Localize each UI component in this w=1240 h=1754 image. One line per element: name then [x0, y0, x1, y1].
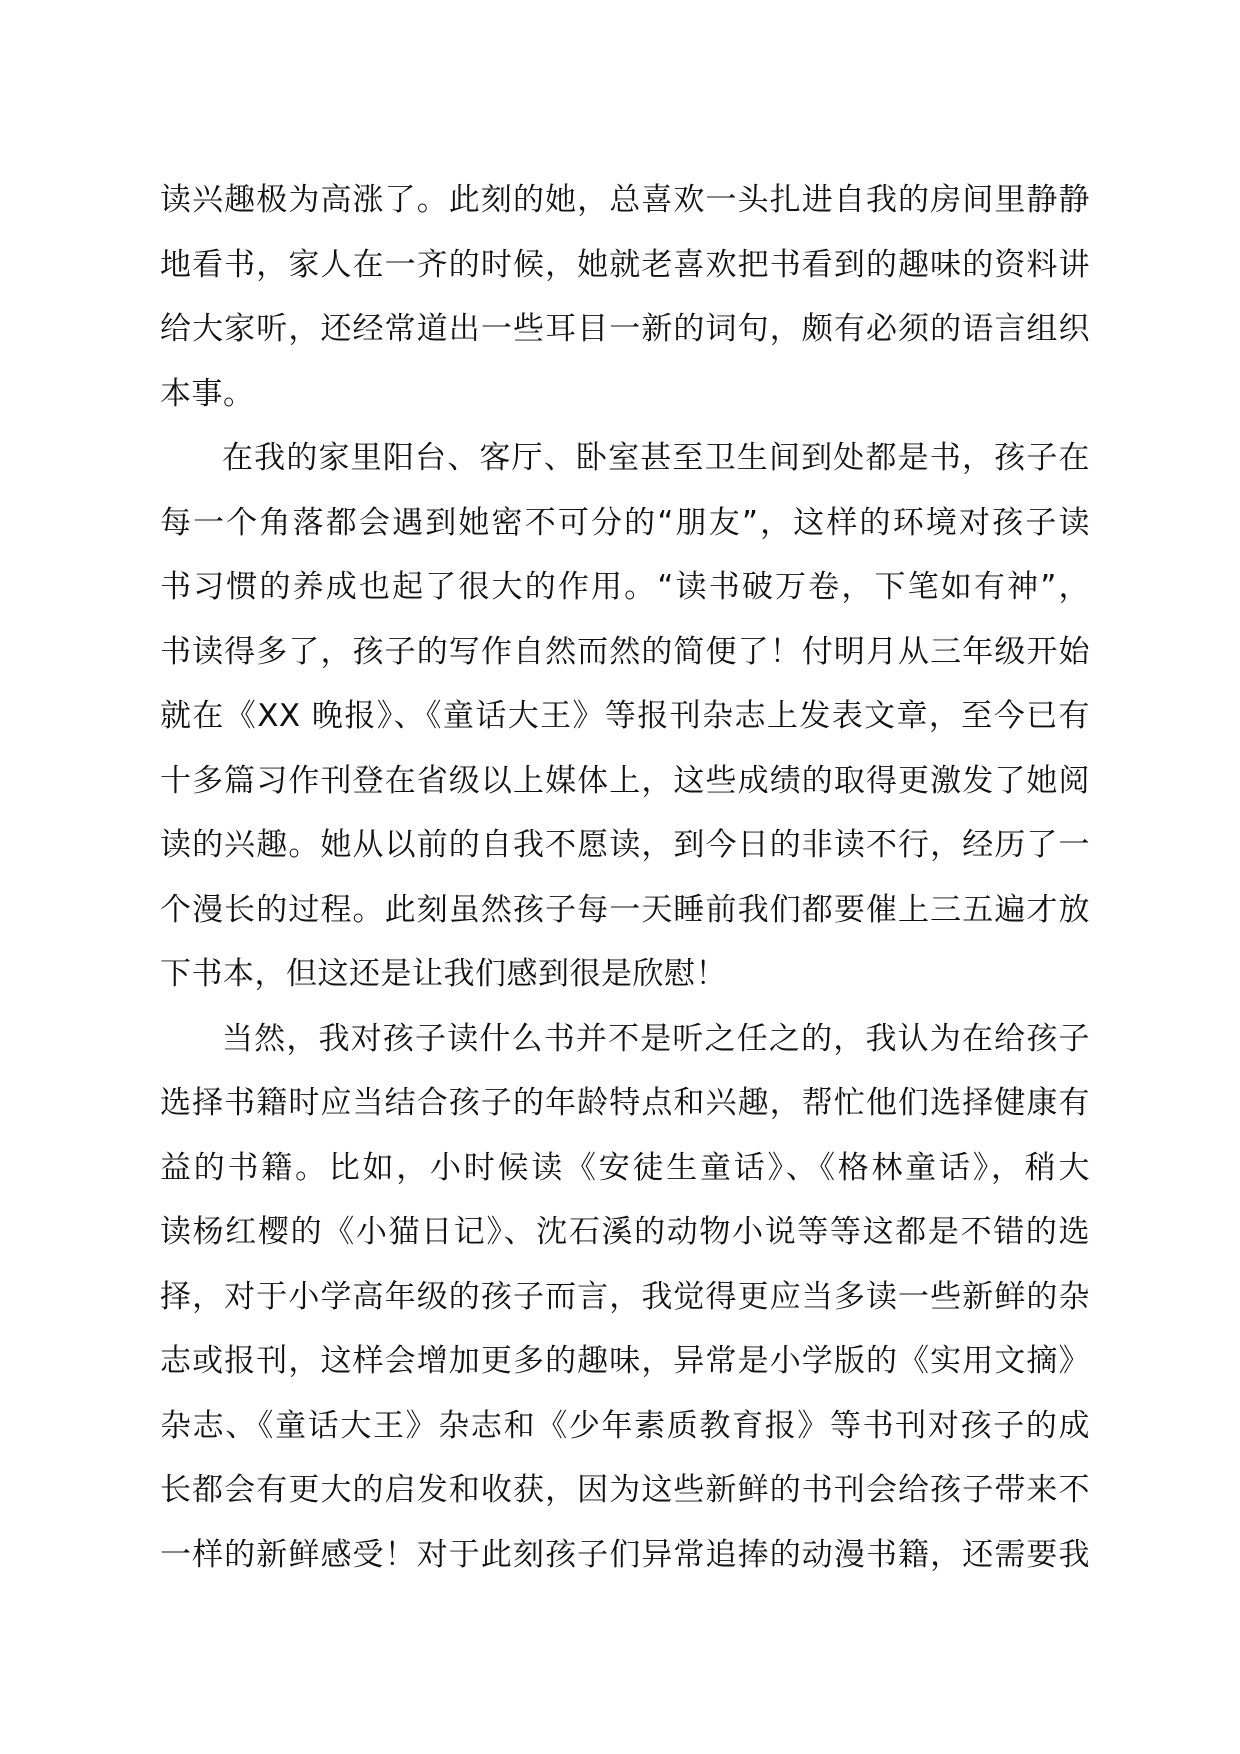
text-line: 给大家听，还经常道出一些耳目一新的词句，颇有必须的语言组织 — [160, 311, 1090, 347]
text-line: 个漫长的过程。此刻虽然孩子每一天睡前我们都要催上三五遍才放 — [160, 891, 1090, 928]
text-line: 书习惯的养成也起了很大的作用。“读书破万卷，下笔如有神”， — [160, 569, 1090, 605]
text-line: 十多篇习作刊登在省级以上媒体上，这些成绩的取得更激发了她阅 — [160, 762, 1090, 799]
body-text — [160, 168, 1090, 1587]
text-line: 就在《XX 晚报》、《童话大王》等报刊杂志上发表文章，至今已有 — [160, 698, 1090, 734]
text-line: 书读得多了，孩子的写作自然而然的简便了！付明月从三年级开始 — [160, 633, 1090, 670]
text-line: 在我的家里阳台、客厅、卧室甚至卫生间到处都是书，孩子在 — [222, 440, 1090, 476]
text-line: 下书本，但这还是让我们感到很是欣慰！ — [160, 956, 727, 992]
text-line: 择，对于小学高年级的孩子而言，我觉得更应当多读一些新鲜的杂 — [160, 1278, 1090, 1315]
text-line: 每一个角落都会遇到她密不可分的“朋友”，这样的环境对孩子读 — [160, 504, 1090, 541]
text-line: 志或报刊，这样会增加更多的趣味，异常是小学版的《实用文摘》 — [160, 1343, 1090, 1379]
text-line: 一样的新鲜感受！对于此刻孩子们异常追捧的动漫书籍，还需要我 — [160, 1536, 1090, 1573]
text-line: 益的书籍。比如，小时候读《安徒生童话》、《格林童话》，稍大 — [160, 1149, 1090, 1186]
text-line: 选择书籍时应当结合孩子的年龄特点和兴趣，帮忙他们选择健康有 — [160, 1085, 1090, 1121]
text-line: 本事。 — [160, 375, 255, 412]
text-line: 地看书，家人在一齐的时候，她就老喜欢把书看到的趣味的资料讲 — [160, 246, 1090, 283]
text-line: 读兴趣极为高涨了。此刻的她，总喜欢一头扎进自我的房间里静静 — [160, 182, 1090, 218]
text-line: 长都会有更大的启发和收获，因为这些新鲜的书刊会给孩子带来不 — [160, 1472, 1090, 1508]
text-line: 当然，我对孩子读什么书并不是听之任之的，我认为在给孩子 — [222, 1020, 1090, 1057]
text-line: 杂志、《童话大王》杂志和《少年素质教育报》等书刊对孩子的成 — [160, 1407, 1090, 1444]
text-line: 读杨红樱的《小猫日记》、沈石溪的动物小说等等这都是不错的选 — [160, 1214, 1090, 1250]
text-line: 读的兴趣。她从以前的自我不愿读，到今日的非读不行，经历了一 — [160, 827, 1090, 863]
